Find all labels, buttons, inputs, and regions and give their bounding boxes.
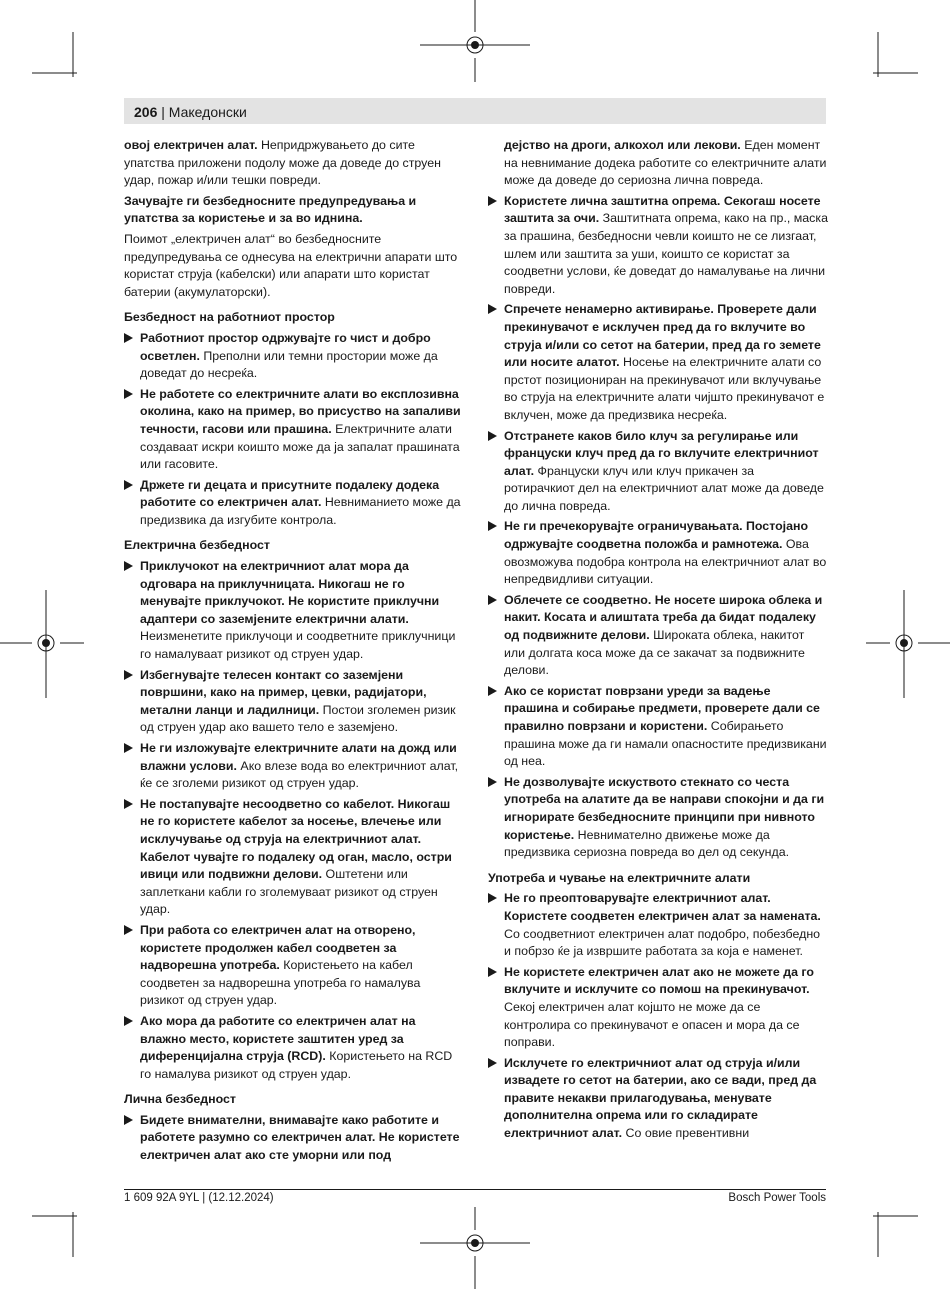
continued-paragraph: дејство на дроги, алкохол или лекови. Еден момент на невнимание додека работите со електричните алати може да доведе до сериозна лична повреда. bbox=[504, 138, 827, 188]
intro-paragraph: овој електричен алат. Непридржувањето до сите упатства приложени подолу може да доведе до струен удар, пожар и/или тешки повреди. bbox=[124, 138, 441, 188]
footer-brand: Bosch Power Tools bbox=[728, 1192, 826, 1204]
section-heading-work-area: Безбедност на работниот простор bbox=[124, 310, 335, 325]
arrow-bullet-icon bbox=[124, 925, 133, 935]
list-item: Избегнувајте телесен контакт со заземјени површини, како на пример, цевки, радијатори, метални ланци и ладилници. Постои зголемен ризик од струен удар ако вашето тело е заземјено. bbox=[124, 667, 464, 737]
arrow-bullet-icon bbox=[488, 777, 497, 787]
arrow-bullet-icon bbox=[124, 561, 133, 571]
arrow-bullet-icon bbox=[124, 799, 133, 809]
list-item: Држете ги децата и присутните подалеку додека работите со електричен алат. Невниманието може да предизвика да изгубите контрола. bbox=[124, 477, 464, 530]
section-heading-electrical-safety: Електрична безбедност bbox=[124, 538, 270, 553]
list-item: Исклучете го електричниот алат од струја и/или извадете го сетот на батерии, ако се вади, пред да правите некакви прилагодувања, менувате дополнителна опрема или го складирате електричниот алат. Со овие превентивни bbox=[488, 1055, 828, 1143]
arrow-bullet-icon bbox=[488, 521, 497, 531]
list-item: Користете лична заштитна опрема. Секогаш носете заштита за очи. Заштитната опрема, како на пр., маска за прашина, безбедносни чевли коишто не се лизгаат, шлем или заштита за уши, коишто се користат за соодветни услови, ќе доведат до намалување на лични повреди. bbox=[488, 193, 828, 299]
intro-keep-warnings: Зачувајте ги безбедносните предупредувања и упатства за користење и за во иднина. bbox=[124, 193, 417, 226]
arrow-bullet-icon bbox=[488, 304, 497, 314]
arrow-bullet-icon bbox=[124, 389, 133, 399]
list-item: Спречете ненамерно активирање. Проверете дали прекинувачот е исклучен пред да го вклучите во струја и/или со сетот на батерии, пред да го земете или носите алатот. Носење на електричните алати со прстот позициониран на прекинувачот или вклучување во струја на електричните алати чијшто прекинувачот е вклучен, може да предизвика несреќа. bbox=[488, 301, 828, 424]
left-column bbox=[124, 137, 464, 1168]
list-item: Ако се користат поврзани уреди за вадење прашина и собирање предмети, проверете дали се правилно поврзани и користени. Собирањето прашина може да ги намали опасностите предизвикани од неа. bbox=[488, 683, 828, 771]
arrow-bullet-icon bbox=[124, 1016, 133, 1026]
list-item: Ако мора да работите со електричен алат на влажно место, користете заштитен уред за диференцијална струја (RCD). Користењето на RCD го намалува ризикот од струен удар. bbox=[124, 1013, 464, 1083]
arrow-bullet-icon bbox=[124, 480, 133, 490]
list-item: Приклучокот на електричниот алат мора да одговара на приклучницата. Никогаш не го менувајте приклучокот. Не користите приклучни адаптери со заземјените електрични алати. Неизменетите приклучоци и соодветните приклучници го намалуваат ризикот од струен удар. bbox=[124, 558, 464, 664]
section-heading-personal-safety: Лична безбедност bbox=[124, 1092, 236, 1107]
arrow-bullet-icon bbox=[124, 1115, 133, 1125]
arrow-bullet-icon bbox=[488, 967, 497, 977]
list-item: При работа со електричен алат на отворено, користете продолжен кабел соодветен за надворешна употреба. Користењето на кабел соодветен за надворешна употреба го намалува ризикот од струен удар. bbox=[124, 922, 464, 1010]
list-item: Не дозволувајте искуството стекнато со честа употреба на алатите да ве направи спокојни и да ги игнорирате безбедносните принципи при нивното користење. Невнимателно движење може да предизвика сериозна повреда во дел од секунда. bbox=[488, 774, 828, 862]
arrow-bullet-icon bbox=[124, 743, 133, 753]
arrow-bullet-icon bbox=[124, 670, 133, 680]
list-item: Не го преоптоварувајте електричниот алат. Користете соодветен електричен алат за намената. Со соодветниот електричен алат подобро, побезбедно и побрзо ќе ја извршите работата за која е наменет. bbox=[488, 890, 828, 960]
page-header: 206 | Македонски bbox=[134, 104, 247, 120]
list-item: Работниот простор одржувајте го чист и добро осветлен. Преполни или темни простории може да доведат до несреќа. bbox=[124, 330, 464, 383]
intro-term-definition: Поимот „електричен алат“ во безбедносните предупредувања се однесува на електрични апарати што користат струја (кабелски) или апарати што користат батерии (акумулаторски). bbox=[124, 231, 458, 299]
page-language: Македонски bbox=[168, 104, 247, 120]
list-item: Не постапувајте несоодветно со кабелот. Никогаш не го користете кабелот за носење, влечење или исклучување од струја на електричниот алат. Кабелот чувајте го подалеку од оган, масло, остри ивици или подвижни делови. Оштетени или заплеткани кабли го зголемуваат ризикот од струен удар. bbox=[124, 796, 464, 919]
arrow-bullet-icon bbox=[488, 893, 497, 903]
list-item: Не ги изложувајте електричните алати на дожд или влажни услови. Ако влезе вода во електричниот алат, ќе се зголеми ризикот од струен удар. bbox=[124, 740, 464, 793]
right-column bbox=[488, 137, 828, 1146]
list-item: Бидете внимателни, внимавајте како работите и работете разумно со електричен алат. Не користете електричен алат ако сте уморни или под bbox=[124, 1112, 464, 1165]
arrow-bullet-icon bbox=[488, 196, 497, 206]
footer-rule bbox=[124, 1189, 826, 1190]
section-heading-tool-use: Употреба и чување на електричните алати bbox=[488, 870, 751, 885]
list-item: Не користете електричен алат ако не можете да го вклучите и исклучите со помош на прекинувачот. Секој електричен алат којшто не може да се контролира со прекинувачот е опасен и мора да се поправи. bbox=[488, 964, 828, 1052]
arrow-bullet-icon bbox=[488, 595, 497, 605]
arrow-bullet-icon bbox=[488, 686, 497, 696]
footer-doc-id: 1 609 92A 9YL | (12.12.2024) bbox=[124, 1192, 274, 1204]
arrow-bullet-icon bbox=[488, 1058, 497, 1068]
arrow-bullet-icon bbox=[124, 333, 133, 343]
list-item: Облечете се соодветно. Не носете широка облека и накит. Косата и алиштата треба да бидат подалеку од подвижните делови. Широката облека, накитот или долгата коса може да се закачат за подвижните делови. bbox=[488, 592, 828, 680]
page-number: 206 bbox=[134, 104, 158, 120]
list-item: Не работете со електричните алати во експлозивна околина, како на пример, во присуство на запаливи течности, гасови или прашина. Електричните алати создаваат искри коишто може да ја запалат прашината или гасовите. bbox=[124, 386, 464, 474]
arrow-bullet-icon bbox=[488, 431, 497, 441]
list-item: Не ги пречекорувајте ограничувањата. Постојано одржувајте соодветна положба и рамнотежа. Ова овозможува подобра контрола на електричниот алат во непредвидливи ситуации. bbox=[488, 518, 828, 588]
list-item: Отстранете каков било клуч за регулирање или француски клуч пред да го вклучите електричниот алат. Француски клуч или клуч прикачен за ротирачкиот дел на електричниот алат може да доведе до лична повреда. bbox=[488, 428, 828, 516]
